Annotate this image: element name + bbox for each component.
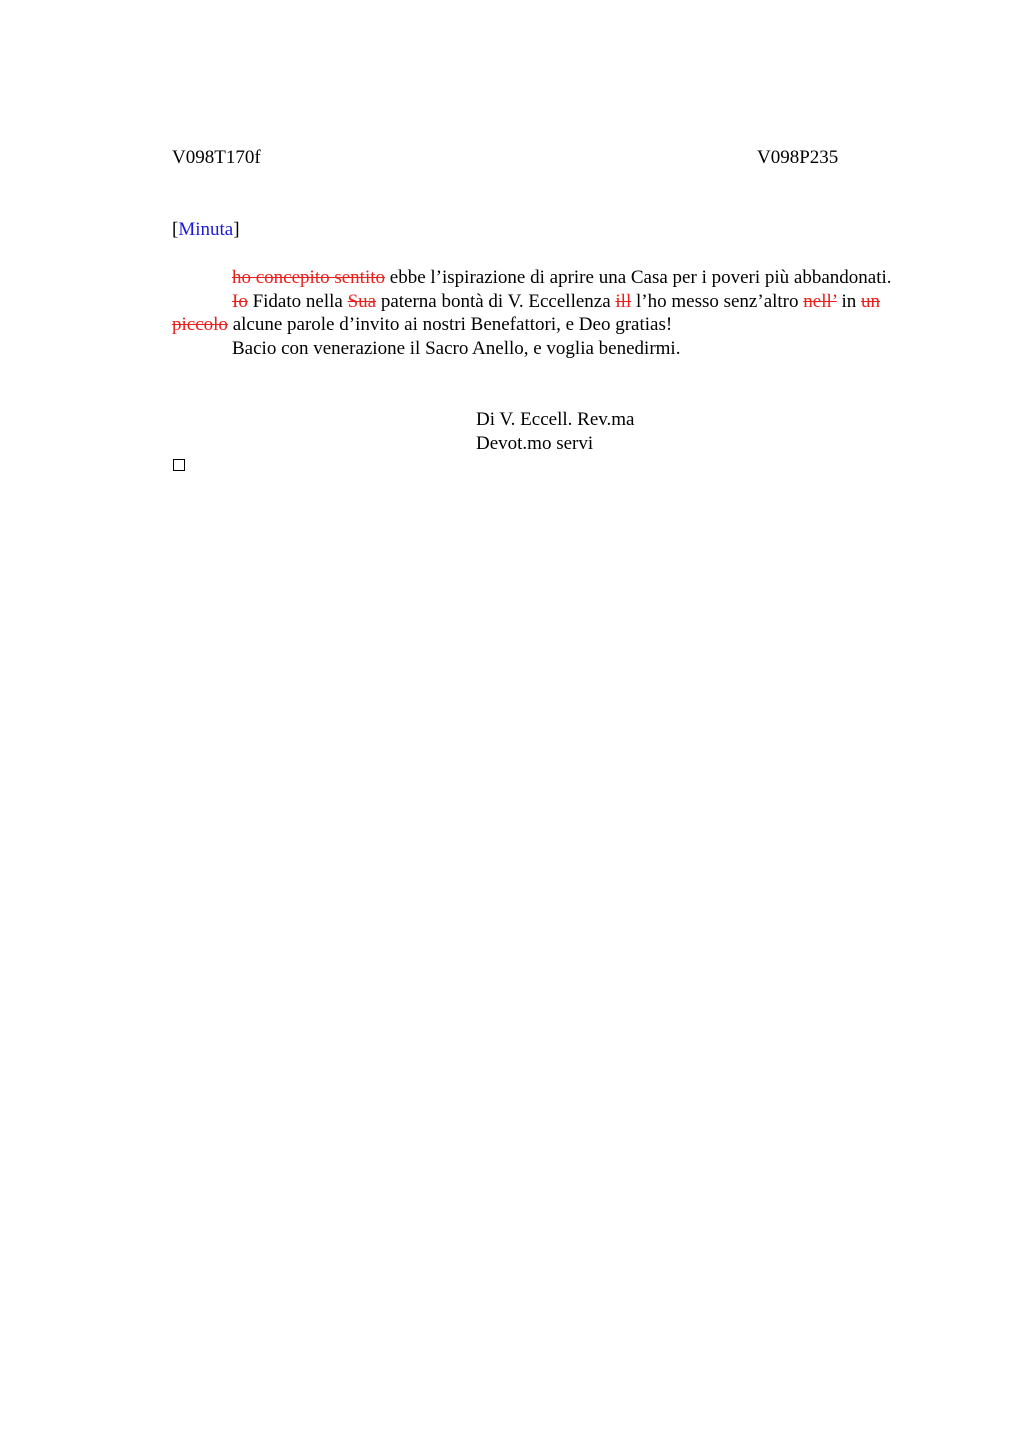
square-box-icon (173, 459, 185, 471)
paragraph-3 (172, 337, 922, 361)
paragraph-2 (172, 290, 922, 337)
document-code: V098T170f (172, 147, 261, 168)
deleted-text: Io (232, 290, 248, 312)
deleted-text: un piccolo (172, 290, 880, 336)
paragraph-text: Bacio con venerazione il Sacro Anello, e voglia benedirmi. (232, 338, 681, 360)
paragraph-text: ebbe l’ispirazione di aprire una Casa per i poveri più abbandonati. (385, 267, 892, 288)
page-code: V098P235 (757, 147, 839, 168)
paragraph-text: in (836, 290, 861, 312)
label-word: Minuta (178, 219, 234, 240)
deleted-text: ill (615, 290, 632, 312)
closing-formula (476, 408, 634, 456)
paragraph-1 (172, 266, 922, 290)
letter-body (172, 266, 922, 361)
closing-line-2: Devot.mo servi (476, 433, 594, 454)
paragraph-text: Fidato nella (247, 290, 348, 312)
deleted-text: ho concepito sentito (232, 267, 386, 288)
label-close-bracket: ] (233, 219, 240, 240)
paragraph-text: paterna bontà di V. Eccellenza (376, 290, 616, 312)
paragraph-text: l’ho messo senz’altro (631, 290, 804, 312)
deleted-text: nell’ (803, 290, 837, 312)
deleted-text: Sua (347, 290, 377, 312)
paragraph-text: alcune parole d’invito ai nostri Benefattori, e Deo gratias! (227, 314, 673, 336)
draft-label (172, 219, 240, 241)
label-open-bracket: [ (172, 219, 179, 240)
closing-line-1: Di V. Eccell. Rev.ma (476, 409, 635, 430)
